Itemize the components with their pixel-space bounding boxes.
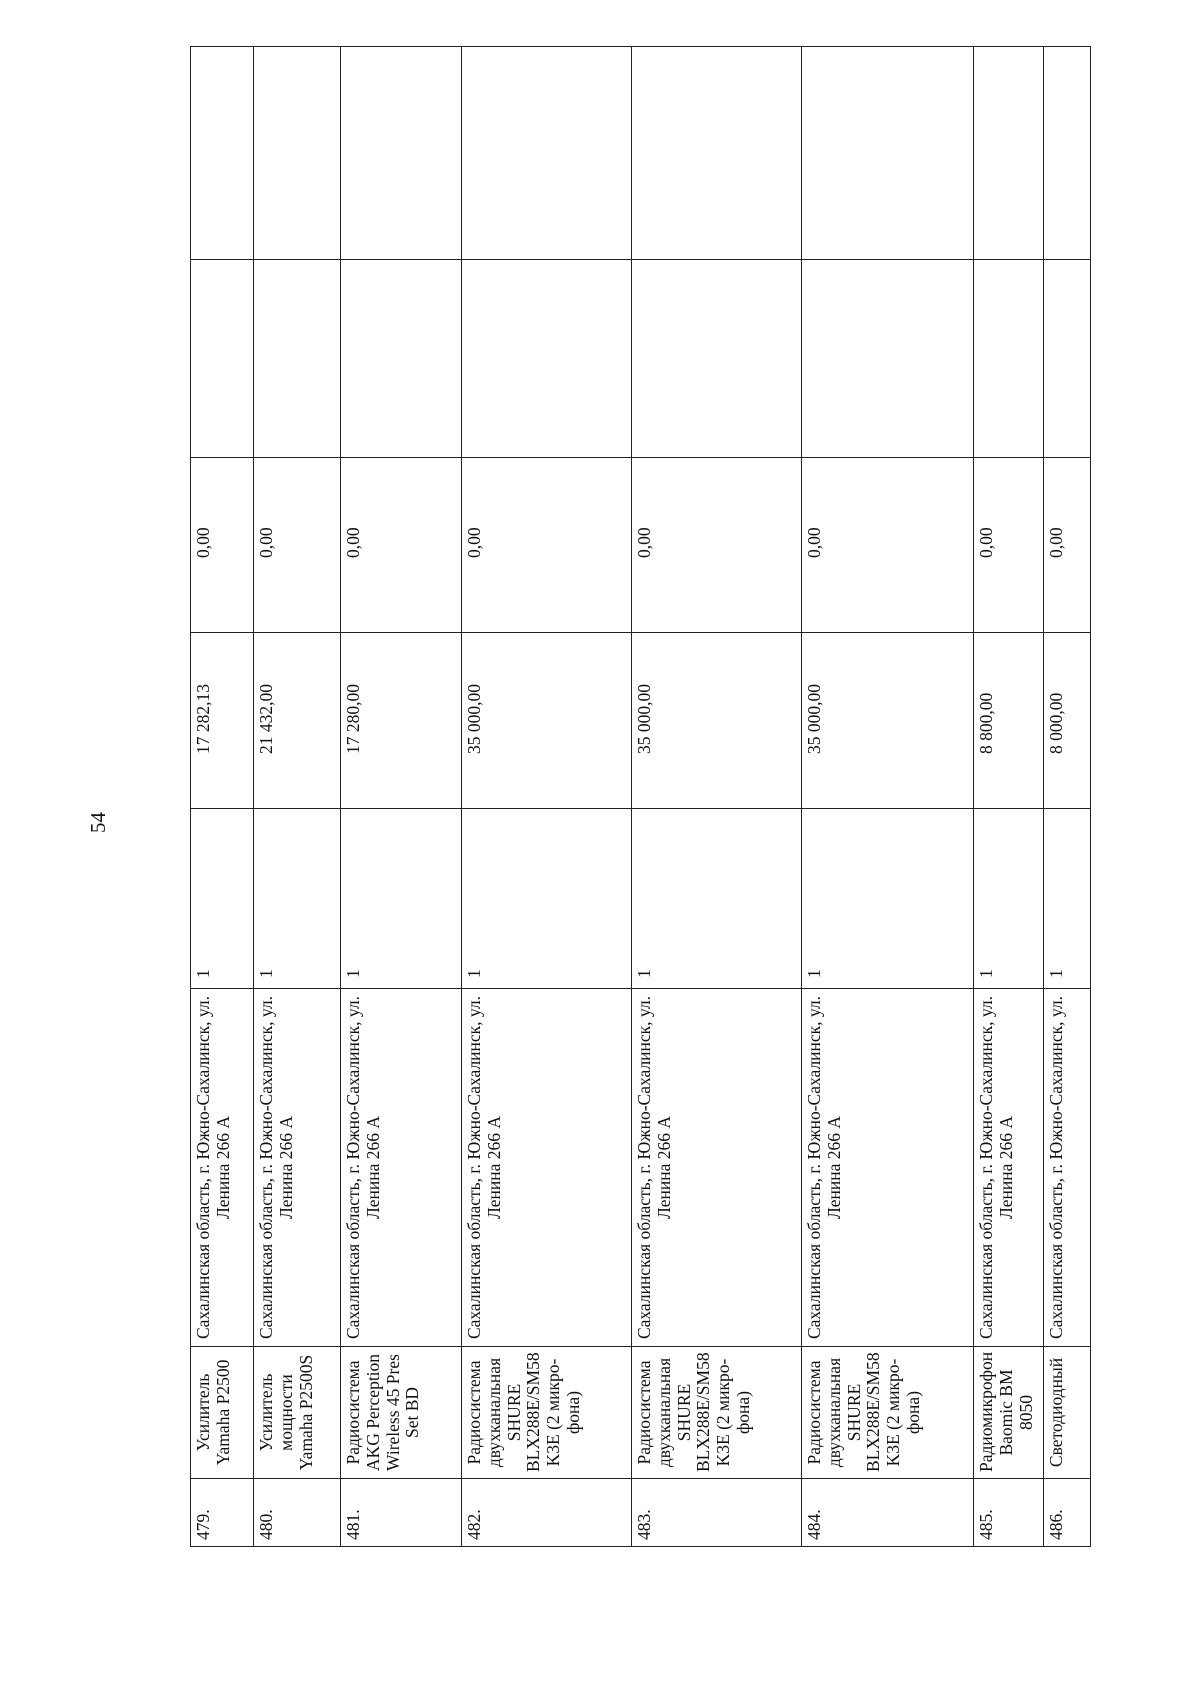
row-number-cell: 482.: [462, 1479, 632, 1547]
empty-cell: [191, 47, 254, 260]
empty-cell: [254, 260, 341, 458]
cost-cell: 8 800,00: [974, 633, 1044, 809]
row-number-cell: 480.: [254, 1479, 341, 1547]
item-name-cell: Светодиодный: [1044, 1347, 1091, 1479]
inventory-table: [190, 46, 1091, 1547]
quantity-cell: 1: [341, 809, 462, 989]
item-name-cell: Усилитель Yamaha P2500: [191, 1347, 254, 1479]
quantity-cell: 1: [462, 809, 632, 989]
empty-cell: [632, 260, 802, 458]
address-cell: Сахалинская область, г. Южно-Сахалинск, ул. Ленина 266 А: [191, 989, 254, 1347]
table-row: [254, 47, 341, 1547]
empty-cell: [632, 47, 802, 260]
empty-cell: [254, 47, 341, 260]
row-number-cell: 484.: [802, 1479, 974, 1547]
empty-cell: [462, 260, 632, 458]
row-number-cell: 486.: [1044, 1479, 1091, 1547]
address-cell: Сахалинская область, г. Южно-Сахалинск, ул. Ленина 266 А: [254, 989, 341, 1347]
empty-cell: [802, 260, 974, 458]
depreciation-cell: 0,00: [1044, 458, 1091, 633]
quantity-cell: 1: [1044, 809, 1091, 989]
inventory-table-wrapper: [190, 47, 1091, 1547]
depreciation-cell: 0,00: [462, 458, 632, 633]
row-number-cell: 485.: [974, 1479, 1044, 1547]
empty-cell: [1044, 260, 1091, 458]
quantity-cell: 1: [191, 809, 254, 989]
depreciation-cell: 0,00: [254, 458, 341, 633]
quantity-cell: 1: [802, 809, 974, 989]
table-row: [191, 47, 254, 1547]
item-name-cell: Усилитель мощности Yamaha P2500S: [254, 1347, 341, 1479]
table-row: [632, 47, 802, 1547]
address-cell: Сахалинская область, г. Южно-Сахалинск, ул. Ленина 266 А: [462, 989, 632, 1347]
table-row: [802, 47, 974, 1547]
address-cell: Сахалинская область, г. Южно-Сахалинск, ул. Ленина 266 А: [974, 989, 1044, 1347]
cost-cell: 8 000,00: [1044, 633, 1091, 809]
empty-cell: [802, 47, 974, 260]
empty-cell: [462, 47, 632, 260]
empty-cell: [1044, 47, 1091, 260]
depreciation-cell: 0,00: [802, 458, 974, 633]
item-name-cell: Радиосистема AKG Perception Wireless 45 Pres Set BD: [341, 1347, 462, 1479]
table-row: [462, 47, 632, 1547]
cost-cell: 35 000,00: [802, 633, 974, 809]
item-name-cell: Радиосистема двухканальная SHURE BLX288E/SM58 K3E (2 микро-фона): [802, 1347, 974, 1479]
item-name-cell: Радиосистема двухканальная SHURE BLX288E/SM58 K3E (2 микро-фона): [632, 1347, 802, 1479]
item-name-cell: Радиомикрофон Baomic BM 8050: [974, 1347, 1044, 1479]
empty-cell: [974, 260, 1044, 458]
empty-cell: [341, 260, 462, 458]
table-row: [341, 47, 462, 1547]
depreciation-cell: 0,00: [191, 458, 254, 633]
cost-cell: 21 432,00: [254, 633, 341, 809]
depreciation-cell: 0,00: [974, 458, 1044, 633]
quantity-cell: 1: [254, 809, 341, 989]
empty-cell: [974, 47, 1044, 260]
address-cell: Сахалинская область, г. Южно-Сахалинск, ул. Ленина 266 А: [341, 989, 462, 1347]
address-cell: Сахалинская область, г. Южно-Сахалинск, ул. Ленина 266 А: [632, 989, 802, 1347]
item-name-cell: Радиосистема двухканальная SHURE BLX288E/SM58 K3E (2 микро-фона): [462, 1347, 632, 1479]
row-number-cell: 481.: [341, 1479, 462, 1547]
cost-cell: 35 000,00: [632, 633, 802, 809]
quantity-cell: 1: [974, 809, 1044, 989]
address-cell: Сахалинская область, г. Южно-Сахалинск, ул.: [1044, 989, 1091, 1347]
depreciation-cell: 0,00: [341, 458, 462, 633]
table-row: [1044, 47, 1091, 1547]
depreciation-cell: 0,00: [632, 458, 802, 633]
cost-cell: 17 280,00: [341, 633, 462, 809]
table-row: [974, 47, 1044, 1547]
empty-cell: [191, 260, 254, 458]
empty-cell: [341, 47, 462, 260]
quantity-cell: 1: [632, 809, 802, 989]
address-cell: Сахалинская область, г. Южно-Сахалинск, ул. Ленина 266 А: [802, 989, 974, 1347]
row-number-cell: 483.: [632, 1479, 802, 1547]
cost-cell: 35 000,00: [462, 633, 632, 809]
page-number: 54: [86, 812, 110, 833]
row-number-cell: 479.: [191, 1479, 254, 1547]
cost-cell: 17 282,13: [191, 633, 254, 809]
